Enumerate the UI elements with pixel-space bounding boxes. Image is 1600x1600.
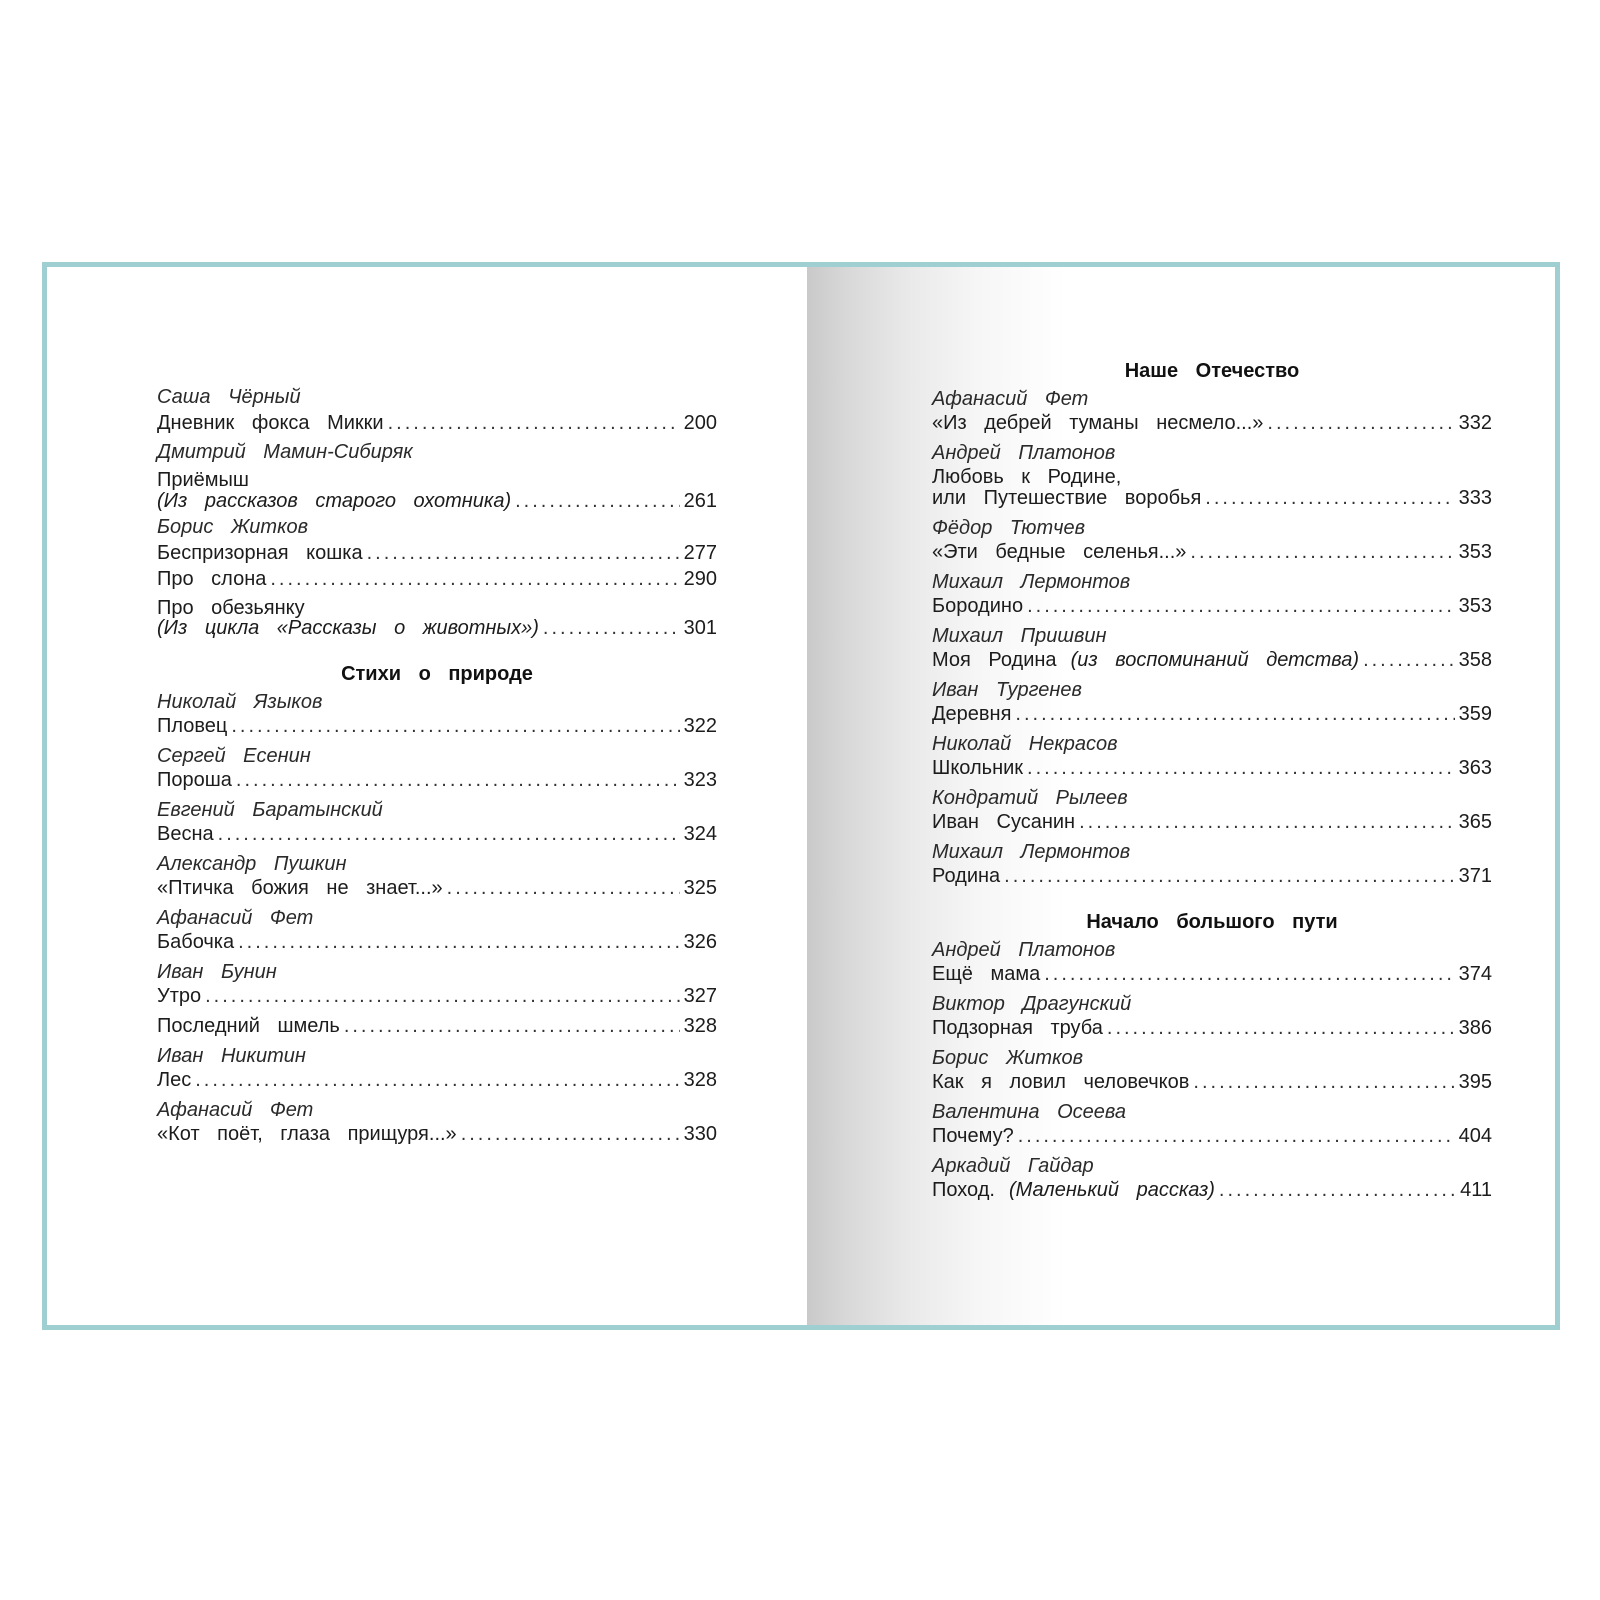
toc-page-number: 386 (1458, 1017, 1492, 1039)
toc-entry-title: Пловец (157, 715, 228, 737)
toc-page-number: 322 (683, 715, 717, 737)
dot-leader (543, 615, 680, 641)
toc-entry (932, 485, 1492, 511)
toc-author: Михаил Лермонтов (932, 841, 1131, 863)
open-book (42, 262, 1560, 1330)
toc-entry-title: Про слона (157, 568, 267, 590)
toc-entry-title: Почему? (932, 1125, 1014, 1147)
dot-leader (1079, 809, 1455, 835)
toc-entry (932, 647, 1492, 673)
toc-author: Кондратий Рылеев (932, 787, 1128, 809)
toc-entry-title: Последний шмель (157, 1015, 340, 1037)
toc-page-number: 359 (1458, 703, 1492, 725)
toc-entry (157, 410, 717, 436)
toc-entry-title: «Птичка божия не знает...» (157, 877, 443, 899)
toc-entry (157, 540, 717, 566)
toc-entry-subtitle: (Маленький рассказ) (1008, 1179, 1215, 1201)
toc-entry-title: Деревня (932, 703, 1012, 725)
toc-entry (157, 566, 717, 592)
section-heading: Начало большого пути (1086, 911, 1338, 933)
toc-entry (157, 1067, 717, 1093)
toc-author: Николай Языков (157, 691, 323, 713)
toc-entry (157, 821, 717, 847)
toc-entry-title: Моя Родина (932, 649, 1057, 671)
section-heading: Наше Отечество (1124, 360, 1300, 382)
dot-leader (1027, 593, 1455, 619)
toc-author: Сергей Есенин (157, 745, 311, 767)
dot-leader (1363, 647, 1455, 673)
toc-page-number: 327 (683, 985, 717, 1007)
toc-entry (932, 1123, 1492, 1149)
toc-page-number: 332 (1458, 412, 1492, 434)
toc-author: Иван Бунин (157, 961, 277, 983)
toc-page-number: 333 (1458, 487, 1492, 509)
toc-entry (932, 701, 1492, 727)
toc-author: Аркадий Гайдар (932, 1155, 1094, 1177)
toc-entry-subtitle: (Из рассказов старого охотника) (157, 490, 512, 512)
dot-leader (461, 1121, 680, 1147)
toc-page-number: 301 (683, 617, 717, 639)
section-heading: Стихи о природе (341, 663, 533, 685)
toc-entry-title: Поход. (932, 1179, 995, 1201)
toc-author: Дмитрий Мамин-Сибиряк (157, 441, 413, 463)
toc-author: Афанасий Фет (157, 907, 314, 929)
toc-entry (932, 1177, 1492, 1203)
toc-page-number: 326 (683, 931, 717, 953)
toc-author: Фёдор Тютчев (932, 517, 1086, 539)
toc-entry (157, 1013, 717, 1039)
toc-author: Иван Никитин (157, 1045, 306, 1067)
toc-entry (932, 1069, 1492, 1095)
toc-entry-title: Беспризорная кошка (157, 542, 363, 564)
toc-page-number: 323 (683, 769, 717, 791)
toc-page-number: 324 (683, 823, 717, 845)
toc-entry-title: Про обезьянку (157, 597, 305, 619)
toc-page-number: 411 (1460, 1179, 1492, 1201)
toc-entry-title: Утро (157, 985, 202, 1007)
toc-entry-title: Иван Сусанин (932, 811, 1076, 833)
toc-author: Борис Житков (157, 516, 309, 538)
toc-page-number: 363 (1458, 757, 1492, 779)
toc-page-number: 290 (683, 568, 717, 590)
toc-entry (932, 539, 1492, 565)
dot-leader (1015, 701, 1454, 727)
toc-entry-title: Любовь к Родине, (932, 466, 1122, 488)
toc-entry (932, 809, 1492, 835)
toc-author: Виктор Драгунский (932, 993, 1132, 1015)
toc-entry (157, 929, 717, 955)
toc-entry (157, 1121, 717, 1147)
dot-leader (515, 488, 680, 514)
toc-author: Афанасий Фет (157, 1099, 314, 1121)
toc-author: Евгений Баратынский (157, 799, 383, 821)
dot-leader (1044, 961, 1454, 987)
toc-entry-title: Бородино (932, 595, 1024, 617)
toc-entry (932, 410, 1492, 436)
toc-entry-subtitle: (из воспоминаний детства) (1070, 649, 1360, 671)
toc-page-number: 353 (1458, 595, 1492, 617)
dot-leader (1205, 485, 1454, 511)
dot-leader (1267, 410, 1454, 436)
toc-entry-title: Подзорная труба (932, 1017, 1103, 1039)
toc-author: Андрей Платонов (932, 442, 1116, 464)
dot-leader (1219, 1177, 1456, 1203)
dot-leader (1027, 755, 1455, 781)
dot-leader (238, 929, 680, 955)
dot-leader (1004, 863, 1454, 889)
toc-entry-title: Школьник (932, 757, 1024, 779)
toc-entry-title: Весна (157, 823, 214, 845)
toc-author: Андрей Платонов (932, 939, 1116, 961)
dot-leader (447, 875, 680, 901)
toc-author: Афанасий Фет (932, 388, 1089, 410)
toc-page-number: 200 (683, 412, 717, 434)
toc-author: Михаил Лермонтов (932, 571, 1131, 593)
dot-leader (1107, 1015, 1455, 1041)
toc-page-number: 404 (1458, 1125, 1492, 1147)
dot-leader (344, 1013, 680, 1039)
dot-leader (270, 566, 679, 592)
toc-page-number: 374 (1458, 963, 1492, 985)
dot-leader (1190, 539, 1454, 565)
right-page (807, 267, 1560, 1325)
toc-entry (157, 615, 717, 641)
toc-entry (932, 1015, 1492, 1041)
toc-page-number: 330 (683, 1123, 717, 1145)
dot-leader (1018, 1123, 1455, 1149)
toc-author: Александр Пушкин (157, 853, 347, 875)
toc-entry-title: Пороша (157, 769, 232, 791)
toc-page-number: 371 (1458, 865, 1492, 887)
toc-entry-title: «Кот поёт, глаза прищуря...» (157, 1123, 457, 1145)
toc-page-number: 328 (683, 1015, 717, 1037)
toc-author: Валентина Осеева (932, 1101, 1127, 1123)
toc-entry-title: Лес (157, 1069, 192, 1091)
toc-entry-subtitle: (Из цикла «Рассказы о животных») (157, 617, 539, 639)
toc-author: Саша Чёрный (157, 386, 301, 408)
toc-page-number: 261 (683, 490, 717, 512)
toc-entry (157, 875, 717, 901)
toc-author: Иван Тургенев (932, 679, 1082, 701)
toc-page-number: 325 (683, 877, 717, 899)
toc-entry-title: «Из дебрей туманы несмело...» (932, 412, 1264, 434)
dot-leader (367, 540, 680, 566)
dot-leader (231, 713, 679, 739)
toc-entry-title: Родина (932, 865, 1001, 887)
toc-author: Михаил Пришвин (932, 625, 1107, 647)
toc-entry (157, 983, 717, 1009)
toc-entry-title: Приёмыш (157, 469, 249, 491)
toc-entry (157, 767, 717, 793)
dot-leader (388, 410, 680, 436)
dot-leader (205, 983, 680, 1009)
toc-entry (932, 961, 1492, 987)
toc-entry (932, 863, 1492, 889)
dot-leader (195, 1067, 679, 1093)
toc-page-number: 353 (1458, 541, 1492, 563)
toc-entry (157, 488, 717, 514)
toc-entry (157, 713, 717, 739)
toc-entry-title: Дневник фокса Микки (157, 412, 384, 434)
toc-entry-title: Ещё мама (932, 963, 1041, 985)
toc-author: Борис Житков (932, 1047, 1084, 1069)
dot-leader (1193, 1069, 1454, 1095)
toc-entry-title: «Эти бедные селенья...» (932, 541, 1187, 563)
dot-leader (236, 767, 680, 793)
toc-page-number: 365 (1458, 811, 1492, 833)
toc-entry (932, 593, 1492, 619)
toc-author: Николай Некрасов (932, 733, 1118, 755)
toc-page-number: 328 (683, 1069, 717, 1091)
toc-entry-title: Как я ловил человечков (932, 1071, 1190, 1093)
toc-entry-title: или Путешествие воробья (932, 487, 1202, 509)
toc-entry (932, 755, 1492, 781)
toc-entry-title: Бабочка (157, 931, 235, 953)
left-page (47, 267, 807, 1325)
toc-page-number: 358 (1458, 649, 1492, 671)
dot-leader (218, 821, 680, 847)
toc-page-number: 395 (1458, 1071, 1492, 1093)
toc-page-number: 277 (683, 542, 717, 564)
